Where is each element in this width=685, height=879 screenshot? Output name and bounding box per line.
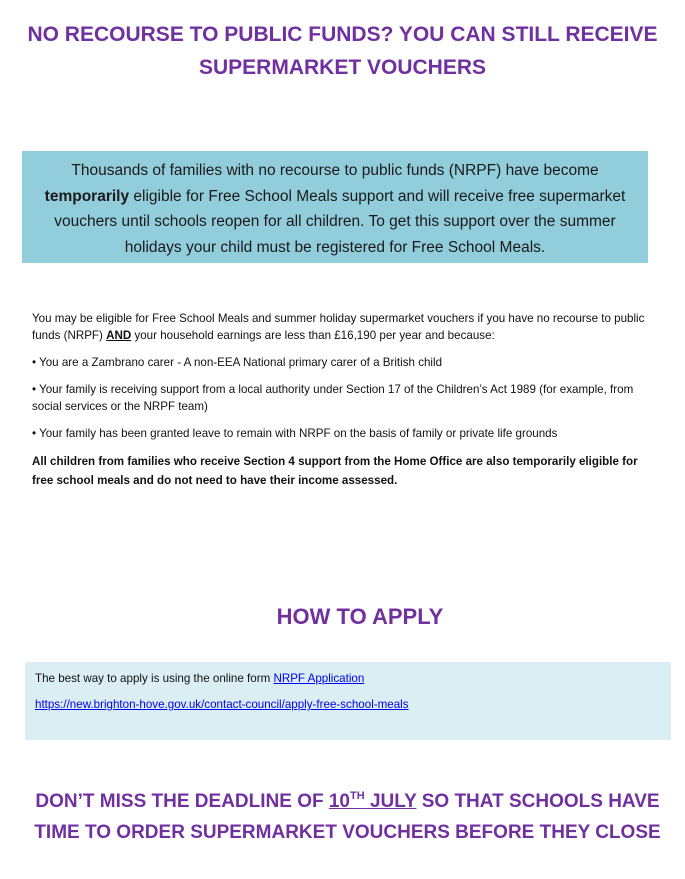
apply-url-row (35, 697, 661, 713)
eligibility-intro-part-1: You may be eligible for Free School Meals and summer holiday supermarket vouchers if you have no recourse to public funds (NRPF) (32, 312, 645, 342)
page-title-line-1: NO RECOURSE TO PUBLIC FUNDS? YOU CAN STILL RECEIVE (27, 23, 658, 46)
highlight-bold-word: temporarily (44, 187, 130, 205)
page-title-line-2: SUPERMARKET VOUCHERS (198, 56, 487, 79)
deadline-ordinal: TH (350, 790, 365, 802)
highlight-line-2-rest: eligible for Free School Meals support and will receive free supermarket (129, 187, 626, 205)
eligibility-intro-and: AND (106, 329, 132, 342)
how-to-apply-heading: HOW TO APPLY (276, 604, 444, 629)
apply-instruction (35, 671, 661, 687)
deadline-line-2: TIME TO ORDER SUPERMARKET VOUCHERS BEFORE THEY CLOSE (34, 822, 661, 843)
apply-text: The best way to apply is using the online form (35, 672, 274, 685)
deadline-date (329, 791, 417, 812)
info-highlight-box (22, 151, 648, 263)
highlight-line-2 (36, 184, 634, 210)
deadline-notice (0, 786, 685, 848)
deadline-line-1 (0, 786, 685, 817)
deadline-prefix: DON’T MISS THE DEADLINE OF (35, 791, 329, 812)
page-title (0, 18, 685, 84)
eligibility-bullet: • Your family has been granted leave to remain with NRPF on the basis of family or private life grounds (32, 427, 558, 440)
deadline-suffix: SO THAT SCHOOLS HAVE (416, 791, 660, 812)
eligibility-bullet: • Your family is receiving support from a local authority under Section 17 of the Children’s Act 1989 (for example, from social services or the NRPF team) (32, 383, 634, 413)
nrpf-application-link[interactable]: NRPF Application (273, 672, 365, 685)
highlight-line-4: holidays your child must be registered for Free School Meals. (124, 238, 546, 256)
apply-box (25, 662, 671, 740)
eligibility-section (32, 310, 660, 500)
highlight-line-1: Thousands of families with no recourse to public funds (NRPF) have become (71, 162, 599, 179)
deadline-month: JULY (364, 791, 417, 812)
eligibility-bullet: • You are a Zambrano carer - A non-EEA National primary carer of a British child (32, 356, 443, 369)
eligibility-intro-part-2: your household earnings are less than £16,190 per year and because: (131, 329, 495, 342)
highlight-line-3: vouchers until schools reopen for all children. To get this support over the summer (54, 213, 616, 230)
section-4-note: All children from families who receive Section 4 support from the Home Office are also temporarily eligible for free school meals and do not need to have their income assessed. (32, 455, 638, 487)
deadline-day: 10 (328, 791, 350, 812)
apply-url-link[interactable]: https://new.brighton-hove.gov.uk/contact-council/apply-free-school-meals (35, 698, 409, 711)
eligibility-intro (32, 310, 660, 344)
